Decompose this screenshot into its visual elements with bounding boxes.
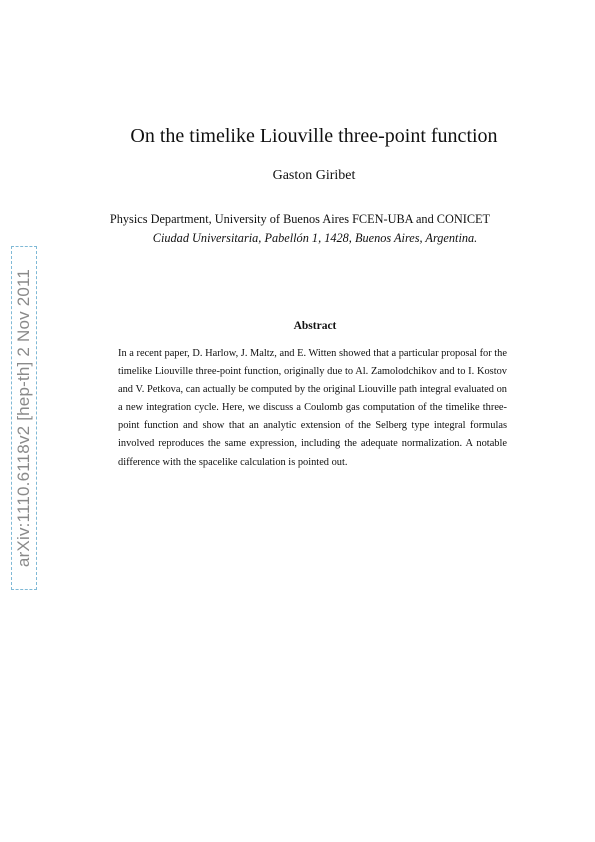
author-address: Ciudad Universitaria, Pabellón 1, 1428, Buenos Aires, Argentina. <box>152 231 478 245</box>
abstract-heading: Abstract <box>293 320 337 332</box>
arxiv-identifier-stamp <box>11 246 37 590</box>
paper-title: On the timelike Liouville three-point function <box>130 125 498 147</box>
paper-author: Gaston Giribet <box>272 168 356 183</box>
author-affiliation: Physics Department, University of Buenos Aires FCEN-UBA and CONICET <box>109 212 491 226</box>
arxiv-identifier-text: arXiv:1110.6118v2 [hep-th] 2 Nov 2011 <box>14 268 33 568</box>
abstract-body: In a recent paper, D. Harlow, J. Maltz, and E. Witten showed that a particular proposal for the timelike Liouville three-point function, originally due to Al. Zamolodchikov and to I. Kostov and V. Petkova, can actually be computed by the original Liouville path integral evaluated on a new integration cycle. Here, we discuss a Coulomb gas computation of the timelike three-point function and show that an analytic extension of the Selberg type integral formulas involved reproduces the same expression, including the adequate normalization. A notable difference with the spacelike calculation is pointed out. <box>118 348 507 468</box>
